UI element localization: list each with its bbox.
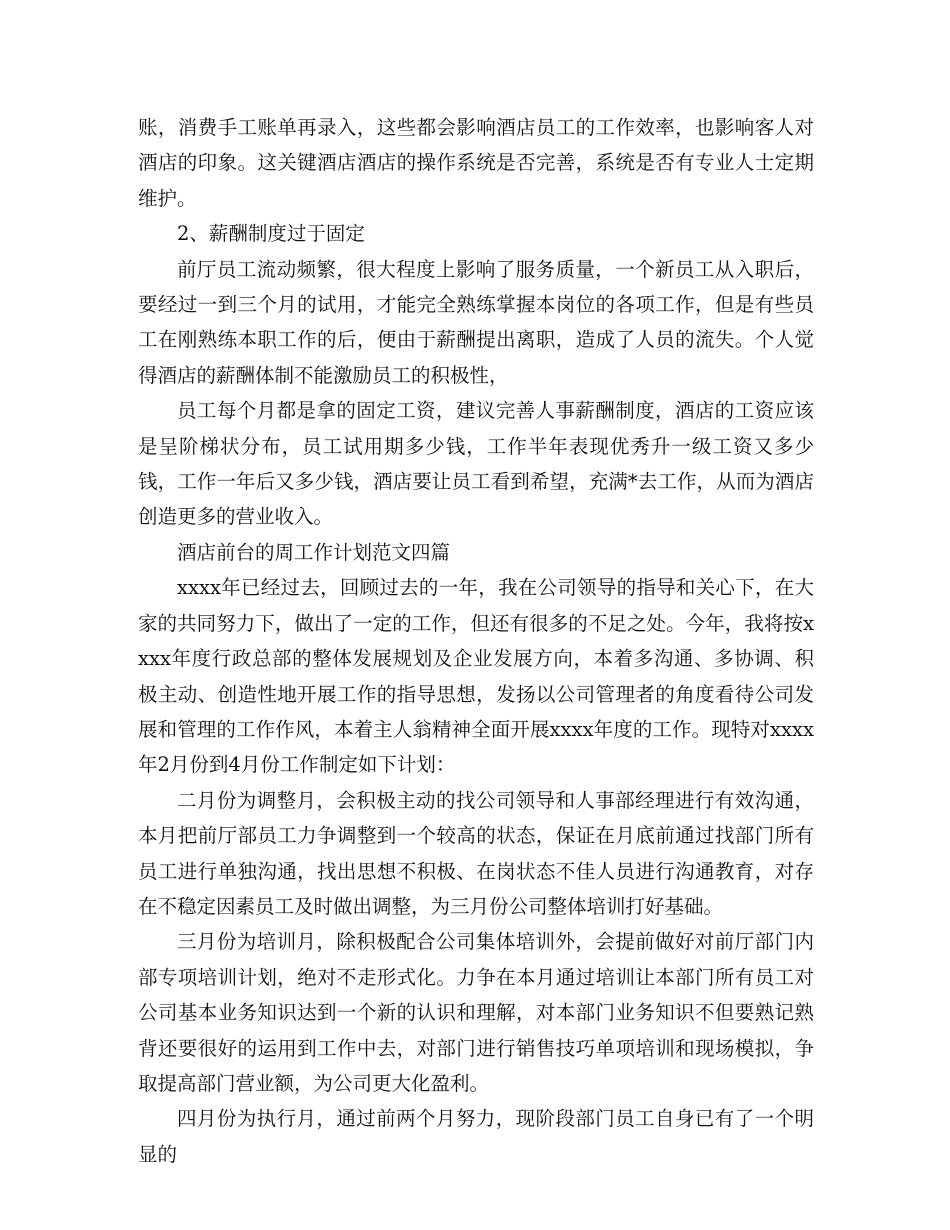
paragraph-continuation: 账，消费手工账单再录入，这些都会影响酒店员工的工作效率，也影响客人对酒店的印象。这关键酒店酒店的操作系统是否完善，系统是否有专业人士定期维护。 [138,116,814,210]
article-title: 酒店前台的周工作计划范文四篇 [177,540,451,564]
paragraph-salary-suggestion: 员工每个月都是拿的固定工资，建议完善人事薪酬制度，酒店的工资应该是呈阶梯状分布，员工试用期多少钱，工作半年表现优秀升一级工资又多少钱，工作一年后又多少钱，酒店要让员工看到希望，充满*去工作，从而为酒店创造更多的营业收入。 [138,399,814,529]
document-body [138,110,814,1172]
paragraph-staff-turnover: 前厅员工流动频繁，很大程度上影响了服务质量，一个新员工从入职后，要经过一到三个月的试用，才能完全熟练掌握本岗位的各项工作，但是有些员工在刚熟练本职工作的后，便由于薪酬提出离职，造成了人员的流失。个人觉得酒店的薪酬体制不能激励员工的积极性， [138,257,814,387]
paragraph-april: 四月份为执行月，通过前两个月努力，现阶段部门员工自身已有了一个明显的 [138,1107,814,1166]
paragraph-intro: xxxx年已经过去，回顾过去的一年，我在公司领导的指导和关心下，在大家的共同努力下，做出了一定的工作，但还有很多的不足之处。今年，我将按xxxx年度行政总部的整体发展规划及企业发展方向，本着多沟通、多协调、积极主动、创造性地开展工作的指导思想，发扬以公司管理者的角度看待公司发展和管理的工作作风，本着主人翁精神全面开展xxxx年度的工作。现特对xxxx年2月份到4月份工作制定如下计划： [138,576,814,777]
paragraph-february: 二月份为调整月，会积极主动的找公司领导和人事部经理进行有效沟通，本月把前厅部员工力争调整到一个较高的状态，保证在月底前通过找部门所有员工进行单独沟通，找出思想不积极、在岗状态不佳人员进行沟通教育，对存在不稳定因素员工及时做出调整，为三月份公司整体培训打好基础。 [138,788,814,918]
section-heading-salary: 2、薪酬制度过于固定 [177,222,365,246]
paragraph-march: 三月份为培训月，除积极配合公司集体培训外，会提前做好对前厅部门内部专项培训计划，绝对不走形式化。力争在本月通过培训让本部门所有员工对公司基本业务知识达到一个新的认识和理解，对本部门业务知识不但要熟记熟背还要很好的运用到工作中去，对部门进行销售技巧单项培训和现场模拟，争取提高部门营业额，为公司更大化盈利。 [138,930,814,1095]
